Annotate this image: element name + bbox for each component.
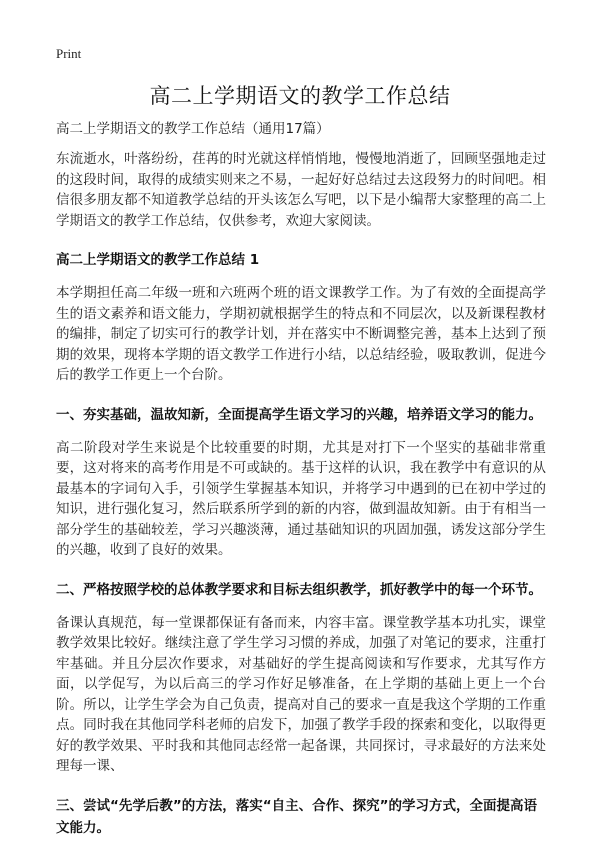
article-subtitle: 高二上学期语文的教学工作总结（通用17篇） xyxy=(56,121,330,137)
print-link[interactable]: Print xyxy=(56,46,82,61)
section-heading-3: 三、尝试“先学后教”的方法，落实“自主、合作、探究”的学习方式，全面提高语文能力。 xyxy=(56,797,537,836)
paragraph-2: 高二阶段对学生来说是个比较重要的时期，尤其是对打下一个坚实的基础非常重要，这对将来的高考作用是不可或缺的。基于这样的认识，我在教学中有意识的从最基本的字词句入手，引领学生掌握基本知识，并将学习中遇到的已在初中学过的知识，进行强化复习，然后联系所学到的新的内容，做到温故知新。由于有相当一部分学生的基础较差，学习兴趣淡薄，通过基础知识的巩固加强，诱发这部分学生的兴趣，收到了良好的效果。 xyxy=(56,439,546,558)
page-title: 高二上学期语文的教学工作总结 xyxy=(149,84,451,108)
section-heading-1: 一、夯实基础，温故知新，全面提高学生语文学习的兴趣，培养语文学习的能力。 xyxy=(56,406,542,423)
paragraph-1: 本学期担任高二年级一班和六班两个班的语文课教学工作。为了有效的全面提高学生的语文素养和语文能力，学期初就根据学生的特点和不同层次，以及新课程教材的编排，制定了切实可行的教学计划，并在落实中不断调整完善，基本上达到了预期的效果，现将本学期的语文教学工作进行小结，以总结经验，吸取教训，促进今后的教学工作更上一个台阶。 xyxy=(56,285,546,383)
paragraph-3: 备课认真规范，每一堂课都保证有备而来，内容丰富。课堂教学基本功扎实，课堂教学效果比较好。继续注意了学生学习习惯的养成，加强了对笔记的要求，注重打牢基础。并且分层次作要求，对基础好的学生提高阅读和写作要求，尤其写作方面，以学促写，为以后高三的学习作好足够准备，在上学期的基础上更上一个台阶。所以，让学生学会为自己负责，提高对自己的要求一直是我这个学期的工作重点。同时我在其他同学科老师的启发下，加强了教学手段的探索和变化，以取得更好的教学效果、平时我和其他同志经常一起备课，共同探讨，寻求最好的方法来处理每一课、 xyxy=(56,614,546,774)
article-body xyxy=(56,119,546,851)
intro-paragraph: 东流逝水，叶落纷纷，荏苒的时光就这样悄悄地，慢慢地消逝了，回顾坚强地走过的这段时间，取得的成绩实则来之不易，一起好好总结过去这段努力的时间吧。相信很多朋友都不知道教学总结的开头该怎么写吧，以下是小编帮大家整理的高二上学期语文的教学工作总结，仅供参考，欢迎大家阅读。 xyxy=(56,151,546,229)
section-heading-2: 二、严格按照学校的总体教学要求和目标去组织教学，抓好教学中的每一个环节。 xyxy=(56,581,542,598)
article-heading: 高二上学期语文的教学工作总结 1 xyxy=(56,252,260,268)
